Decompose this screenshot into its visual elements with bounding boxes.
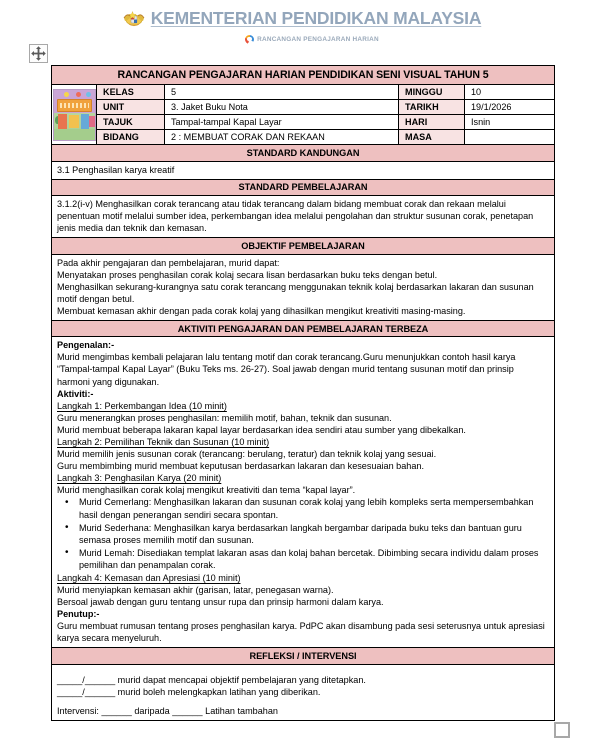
letterhead-title: KEMENTERIAN PENDIDIKAN MALAYSIA bbox=[150, 8, 482, 28]
table-row bbox=[52, 85, 555, 100]
step-line: Murid membuat beberapa lakaran kapal layar berdasarkan idea sendiri atau sumber yang dibekalkan. bbox=[57, 424, 466, 435]
step-title-4: Langkah 4: Kemasan dan Apresiasi (10 minit) bbox=[57, 572, 241, 583]
label-masa: MASA bbox=[399, 130, 465, 145]
table-row bbox=[52, 130, 555, 145]
section-header-standard-pembelajaran bbox=[52, 179, 555, 195]
refleksi-line: _____/______ murid boleh melengkapkan latihan yang diberikan. bbox=[57, 686, 321, 697]
list-item: • Murid Cemerlang: Menghasilkan lakaran dan susunan corak kolaj yang lebih kompleks serta mempersembahkan hasil dengan penerangan sendiri secara spontan. bbox=[79, 496, 549, 521]
objektif-line: Membuat kemasan akhir dengan pada corak kolaj yang dihasilkan mengikut kreativiti masing-masing. bbox=[57, 305, 466, 316]
section-body-standard-kandungan bbox=[52, 161, 555, 179]
step-title-1: Langkah 1: Perkembangan Idea (10 minit) bbox=[57, 400, 227, 411]
objektif-line: Menyatakan proses penghasilan corak kolaj secara lisan berdasarkan buku teks dengan betul. bbox=[57, 269, 438, 280]
step-title-3: Langkah 3: Penghasilan Karya (20 minit) bbox=[57, 473, 222, 484]
list-item: • Murid Sederhana: Menghasilkan karya berdasarkan langkah bergambar daripada buku teks dan bantuan guru semasa proses memilih motif dan susunan. bbox=[79, 522, 549, 547]
page-title: RANCANGAN PENGAJARAN HARIAN PENDIDIKAN SENI VISUAL TAHUN 5 bbox=[52, 66, 555, 85]
step-line: Guru membimbing murid membuat keputusan berdasarkan lakaran dan kesesuaian bahan. bbox=[57, 461, 424, 472]
label-tajuk: TAJUK bbox=[97, 115, 165, 130]
aktiviti-label: Aktiviti:- bbox=[57, 388, 94, 399]
label-hari: HARI bbox=[399, 115, 465, 130]
kpm-swirl-icon bbox=[245, 35, 254, 44]
table-move-handle-icon[interactable] bbox=[29, 44, 48, 63]
body-standard-kandungan[interactable]: 3.1 Penghasilan karya kreatif bbox=[52, 161, 555, 179]
step-3-bullet-list bbox=[57, 496, 549, 571]
value-masa[interactable] bbox=[465, 130, 555, 145]
list-item: • Murid Lemah: Disediakan templat lakaran asas dan kolaj bahan bercetak. Dibimbing secara individu dalam proses pemilihan dan penampalan corak. bbox=[79, 547, 549, 572]
letterhead bbox=[0, 8, 602, 44]
objektif-line: Pada akhir pengajaran dan pembelajaran, murid dapat: bbox=[57, 257, 280, 268]
value-unit[interactable]: 3. Jaket Buku Nota bbox=[165, 100, 399, 115]
step-line: Murid menyiapkan kemasan akhir (garisan, latar, penegasan warna). bbox=[57, 584, 334, 595]
buku-teks-cover-thumbnail bbox=[52, 85, 97, 145]
label-unit: UNIT bbox=[97, 100, 165, 115]
table-row bbox=[52, 100, 555, 115]
letterhead-subtitle-row bbox=[0, 35, 602, 44]
step-title-2: Langkah 2: Pemilihan Teknik dan Susunan (10 minit) bbox=[57, 436, 270, 447]
pengenalan-label: Pengenalan:- bbox=[57, 340, 115, 351]
value-kelas[interactable]: 5 bbox=[165, 85, 399, 100]
rph-table bbox=[51, 65, 555, 721]
table-row bbox=[52, 115, 555, 130]
section-header-refleksi bbox=[52, 648, 555, 664]
spacer bbox=[57, 698, 549, 705]
body-standard-pembelajaran[interactable]: 3.1.2(i-v) Menghasilkan corak terancang atau tidak terancang dalam bidang membuat corak dan rekaan melalui penentuan motif melalui sumber idea, perkembangan idea melalui pengolahan dan struktur susunan corak, penetapan jenis media dan teknik dan kemasan. bbox=[52, 196, 555, 238]
step-line: Bersoal jawab dengan guru tentang unsur rupa dan prinsip harmoni dalam karya. bbox=[57, 596, 384, 607]
value-minggu[interactable]: 10 bbox=[465, 85, 555, 100]
step-line: Murid menghasilkan corak kolaj mengikut kreativiti dan tema “kapal layar”. bbox=[57, 485, 356, 496]
heading-objektif-pembelajaran: OBJEKTIF PEMBELAJARAN bbox=[52, 238, 555, 254]
penutup-label: Penutup:- bbox=[57, 609, 100, 620]
spacer bbox=[57, 667, 549, 674]
pengenalan-body: Murid mengimbas kembali pelajaran lalu tentang motif dan corak terancang.Guru menunjukkan contoh hasil karya “Tampal-tampal Kapal Layar” (Buku Teks ms. 26-27). Soal jawab dengan murid tentang susunan motif dan prinsip harmoni yang digunakan. bbox=[57, 352, 516, 387]
section-header-objektif bbox=[52, 238, 555, 254]
refleksi-line: _____/______ murid dapat mencapai objektif pembelajaran yang ditetapkan. bbox=[57, 674, 366, 685]
objektif-line: Menghasilkan sekurang-kurangnya satu corak terancang menggunakan teknik kolaj berdasarkan lakaran dan susunan motif dengan betul. bbox=[57, 281, 534, 304]
step-line: Guru menerangkan proses penghasilan: memilih motif, bahan, teknik dan susunan. bbox=[57, 412, 392, 423]
body-objektif-pembelajaran[interactable] bbox=[52, 254, 555, 320]
step-line: Murid memilih jenis susunan corak (terancang: berulang, teratur) dan teknik kolaj yang sesuai. bbox=[57, 449, 437, 460]
value-tarikh[interactable]: 19/1/2026 bbox=[465, 100, 555, 115]
label-minggu: MINGGU bbox=[399, 85, 465, 100]
value-tajuk[interactable]: Tampal-tampal Kapal Layar bbox=[165, 115, 399, 130]
heading-refleksi: REFLEKSI / INTERVENSI bbox=[52, 648, 555, 664]
penutup-body: Guru membuat rumusan tentang proses penghasilan karya. PdPC akan disambung pada sesi seterusnya untuk apresiasi karya secara menyeluruh. bbox=[57, 621, 545, 644]
section-body-standard-pembelajaran bbox=[52, 196, 555, 238]
section-body-objektif bbox=[52, 254, 555, 320]
value-bidang[interactable]: 2 : MEMBUAT CORAK DAN REKAAN bbox=[165, 130, 399, 145]
section-header-standard-kandungan bbox=[52, 145, 555, 161]
label-kelas: KELAS bbox=[97, 85, 165, 100]
section-body-refleksi bbox=[52, 664, 555, 720]
body-refleksi[interactable] bbox=[52, 664, 555, 720]
table-resize-handle-icon[interactable] bbox=[554, 722, 570, 738]
label-tarikh: TARIKH bbox=[399, 100, 465, 115]
letterhead-subtitle: RANCANGAN PENGAJARAN HARIAN bbox=[257, 35, 379, 43]
heading-standard-pembelajaran: STANDARD PEMBELAJARAN bbox=[52, 179, 555, 195]
section-body-aktiviti bbox=[52, 337, 555, 648]
body-aktiviti[interactable] bbox=[52, 337, 555, 648]
intervensi-line: Intervensi: ______ daripada ______ Latihan tambahan bbox=[57, 705, 278, 716]
heading-standard-kandungan: STANDARD KANDUNGAN bbox=[52, 145, 555, 161]
value-hari[interactable]: Isnin bbox=[465, 115, 555, 130]
malaysia-coat-of-arms-icon bbox=[121, 9, 147, 29]
letterhead-row bbox=[121, 8, 482, 29]
label-bidang: BIDANG bbox=[97, 130, 165, 145]
heading-aktiviti: AKTIVITI PENGAJARAN DAN PEMBELAJARAN TERBEZA bbox=[52, 321, 555, 337]
table-title-row bbox=[52, 66, 555, 85]
section-header-aktiviti bbox=[52, 321, 555, 337]
